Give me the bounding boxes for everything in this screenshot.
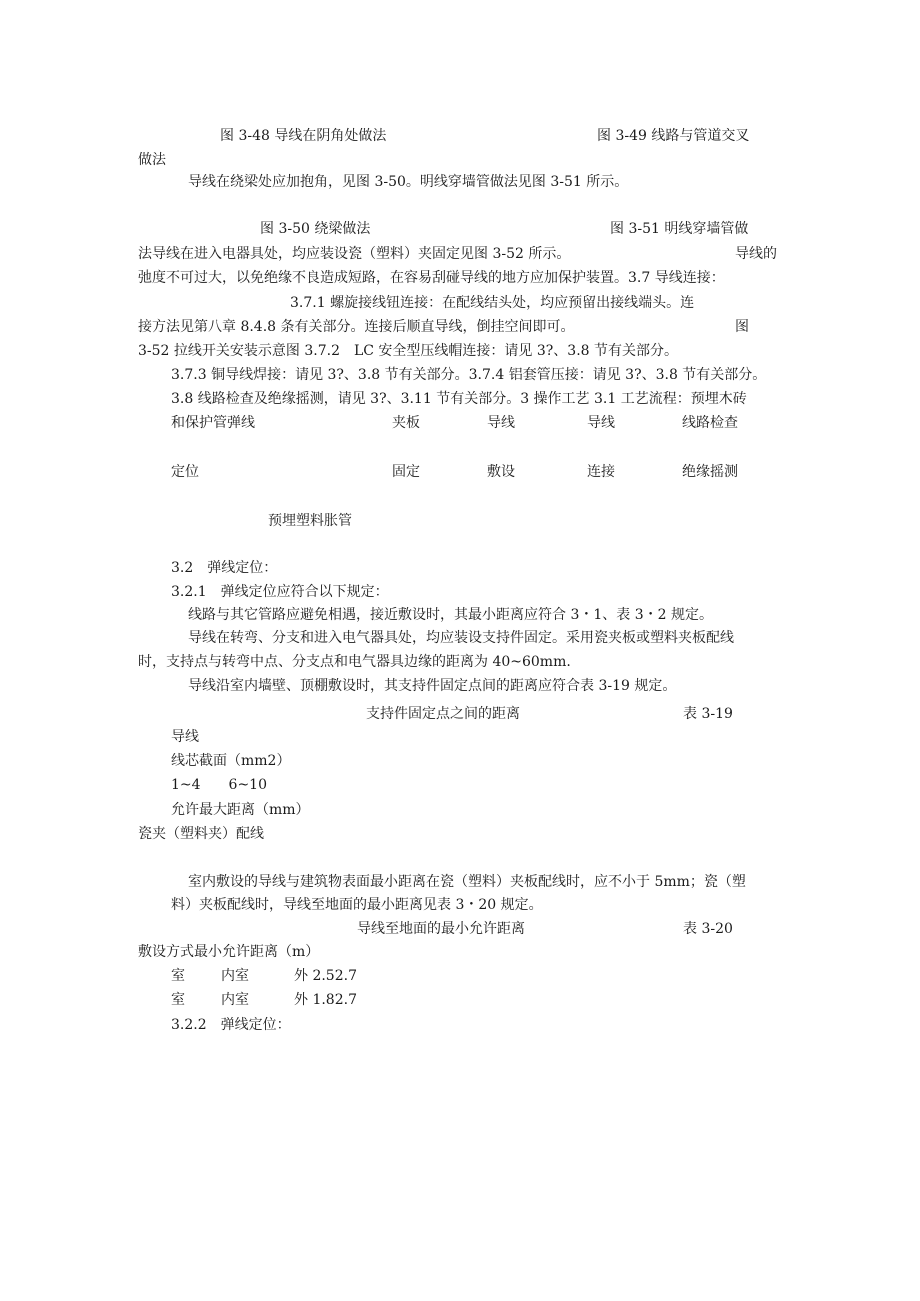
text-line: 弛度不可过大，以免绝缘不良造成短路，在容易刮碰导线的地方应加保护装置。3.7 导线连接： [138, 270, 725, 286]
text-line: 3.7.3 铜导线焊接：请见 3?、3.8 节有关部分。3.7.4 铝套管压接：请见 3?、3.8 节有关部分。 [171, 367, 767, 383]
process-step: 导线 [587, 415, 615, 431]
text-line: 导线在转弯、分支和进入电气器具处，均应装设支持件固定。采用瓷夹板或塑料夹板配线 [188, 630, 734, 646]
table-cell: 外 2.52.7 [294, 968, 357, 984]
table-cell: 敷设方式最小允许距离（m） [138, 944, 320, 960]
text-line: 做法 [138, 152, 166, 168]
table-cell: 外 1.82.7 [294, 992, 357, 1008]
table-title-3-20: 导线至地面的最小允许距离 [357, 921, 525, 937]
section-heading: 3.2.1 弹线定位应符合以下规定： [171, 584, 389, 600]
figure-caption-3-48: 图 3-48 导线在阴角处做法 [220, 128, 387, 144]
process-step: 绝缘摇测 [682, 464, 738, 480]
text-line: 图 [735, 319, 749, 335]
process-step: 敷设 [487, 464, 515, 480]
table-cell: 1~4 6~10 [171, 777, 267, 793]
process-step: 连接 [587, 464, 615, 480]
text-line: 法导线在进入电器具处，均应装设瓷（塑料）夹固定见图 3-52 所示。 [138, 246, 571, 262]
text-line: 料）夹板配线时，导线至地面的最小距离见表 3・20 规定。 [171, 897, 543, 913]
table-cell: 室 [171, 968, 185, 984]
table-cell: 内室 [221, 968, 249, 984]
process-step: 夹板 [392, 415, 420, 431]
table-number-3-20: 表 3-20 [683, 921, 733, 937]
text-line: 3.8 线路检查及绝缘摇测，请见 3?、3.11 节有关部分。3 操作工艺 3.1 工艺流程：预埋木砖 [171, 391, 747, 407]
text-line: 导线沿室内墙壁、顶棚敷设时，其支持件固定点间的距离应符合表 3-19 规定。 [188, 678, 677, 694]
process-step: 定位 [171, 464, 199, 480]
figure-caption-3-50: 图 3-50 绕梁做法 [260, 221, 371, 237]
text-line: 接方法见第八章 8.4.8 条有关部分。连接后顺直导线，倒挂空间即可。 [138, 319, 575, 335]
process-step: 固定 [392, 464, 420, 480]
process-step: 和保护管弹线 [171, 415, 255, 431]
figure-caption-3-51: 图 3-51 明线穿墙管做 [610, 221, 749, 237]
table-cell: 允许最大距离（mm） [171, 802, 310, 818]
text-line: 线路与其它管路应避免相遇，接近敷设时，其最小距离应符合 3・1、表 3・2 规定。 [188, 607, 713, 623]
table-cell: 内室 [221, 992, 249, 1008]
text-line: 3-52 拉线开关安装示意图 3.7.2 LC 安全型压线帽连接：请见 3?、3.8 节有关部分。 [138, 343, 679, 359]
section-heading: 3.2 弹线定位： [171, 560, 278, 576]
text-line: 导线在绕梁处应加抱角，见图 3-50。明线穿墙管做法见图 3-51 所示。 [188, 174, 629, 190]
table-cell: 瓷夹（塑料夹）配线 [138, 826, 264, 842]
table-cell: 导线 [171, 729, 199, 745]
process-step: 线路检查 [682, 415, 738, 431]
figure-caption-3-49: 图 3-49 线路与管道交叉 [597, 128, 750, 144]
process-step: 导线 [487, 415, 515, 431]
table-number-3-19: 表 3-19 [683, 706, 733, 722]
table-title-3-19: 支持件固定点之间的距离 [366, 706, 520, 722]
table-cell: 线芯截面（mm2） [171, 753, 291, 769]
table-cell: 室 [171, 992, 185, 1008]
text-line: 时，支持点与转弯中点、分支点和电气器具边缘的距离为 40~60mm. [138, 654, 571, 670]
text-line: 室内敷设的导线与建筑物表面最小距离在瓷（塑料）夹板配线时，应不小于 5mm；瓷（塑 [188, 874, 746, 890]
text-line: 3.7.1 螺旋接线钮连接：在配线结头处，均应预留出接线端头。连 [290, 295, 695, 311]
process-step: 预埋塑料胀管 [268, 513, 352, 529]
section-heading: 3.2.2 弹线定位： [171, 1017, 291, 1033]
text-line: 导线的 [735, 246, 777, 262]
